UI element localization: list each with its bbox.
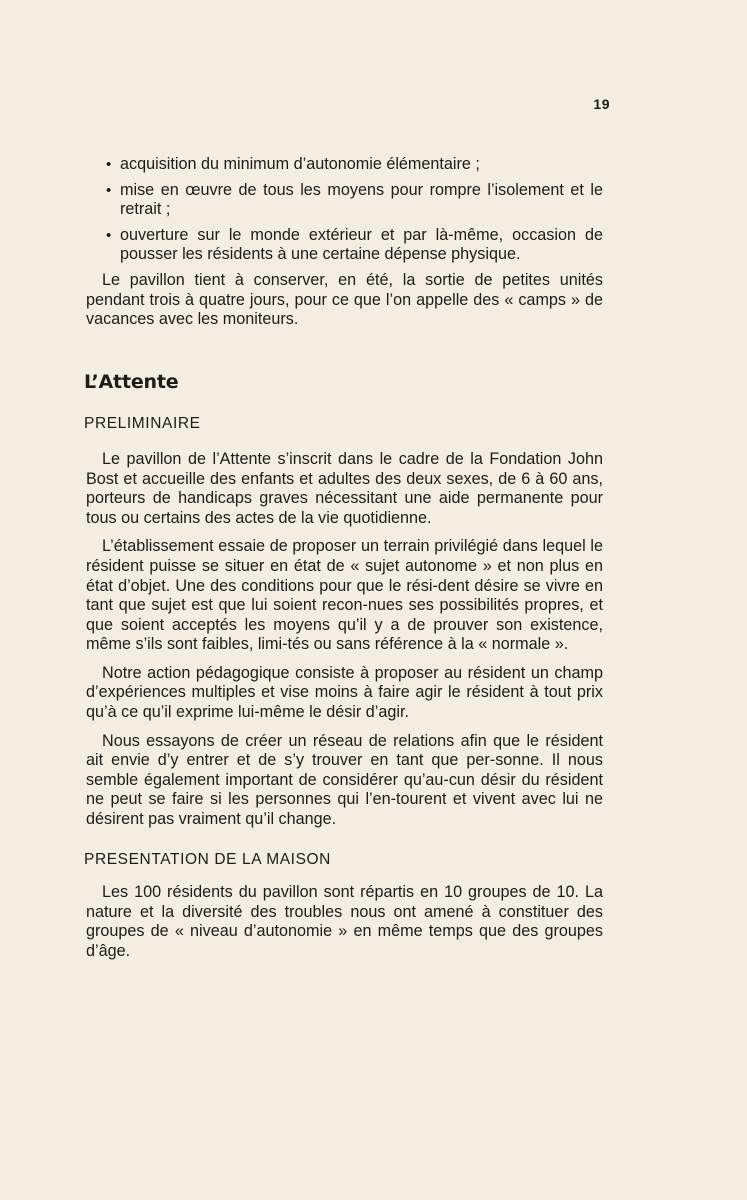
page-number: 19 (593, 96, 610, 112)
bullet-text: acquisition du minimum d’autonomie élémentaire ; (120, 155, 480, 173)
paragraph: Les 100 résidents du pavillon sont répartis en 10 groupes de 10. La nature et la diversité des troubles nous ont amené à constituer des groupes de « niveau d’autonomie » en même temps que des groupes d’âge. (86, 883, 603, 960)
paragraph: Notre action pédagogique consiste à proposer au résident un champ d’expériences multiples et vise moins à faire agir le résident à tout prix qu’à ce qu’il exprime lui-même le désir d’agir. (86, 663, 603, 722)
bullet-list (86, 155, 603, 265)
presentation-heading: PRESENTATION DE LA MAISON (84, 850, 331, 868)
bullet-item (86, 155, 603, 175)
preliminaire-heading: PRELIMINAIRE (84, 415, 201, 433)
bullet-item (86, 181, 603, 220)
paragraph: Le pavillon de l’Attente s’inscrit dans le cadre de la Fondation John Bost et accueille des enfants et adultes des deux sexes, de 6 à 60 ans, porteurs de handicaps graves nécessitant une aide permanente pour tous ou certains des actes de la vie quotidienne. (86, 449, 603, 527)
bullet-text: mise en œuvre de tous les moyens pour rompre l’isolement et le retrait ; (120, 180, 603, 219)
section-title: L’Attente (84, 370, 179, 393)
intro-paragraph: Le pavillon tient à conserver, en été, la sortie de petites unités pendant trois à quatre jours, pour ce que l’on appelle des « camps » de vacances avec les moniteurs. (86, 270, 603, 329)
bullet-icon: • (106, 156, 112, 173)
bullet-icon: • (106, 226, 112, 244)
paragraph: L’établissement essaie de proposer un terrain privilégié dans lequel le résident puisse se situer en état de « sujet autonome » et non plus en état d’objet. Une des conditions pour que le rési-dent désire se vivre en tant que sujet est que lui soient recon-nues ses possibilités propres, et que soient acceptés les moyens qu’il y a de prouver son existence, même s’ils sont faibles, limi-tés ou sans référence à la « normale ». (86, 537, 603, 654)
paragraph: Nous essayons de créer un réseau de relations afin que le résident ait envie d’y entrer et de s’y trouver en tant que per-sonne. Il nous semble également important de considérer qu’au-cun désir du résident ne peut se faire si les personnes qui l’en-tourent et vivent avec lui ne désirent pas vraiment qu’il change. (86, 731, 603, 829)
bullet-item (86, 226, 603, 265)
bullet-icon: • (106, 181, 112, 199)
page-content (86, 155, 603, 971)
bullet-text: ouverture sur le monde extérieur et par là-même, occasion de pousser les résidents à une certaine dépense physique. (120, 225, 603, 264)
